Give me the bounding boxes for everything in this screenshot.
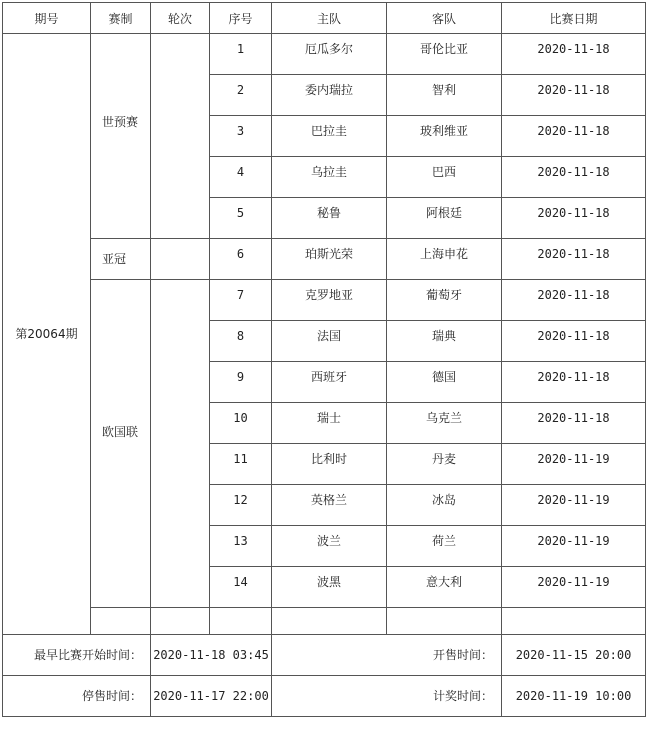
sale-start-value: 2020-11-15 20:00 — [502, 635, 646, 676]
blank-cell — [91, 608, 151, 635]
match-date: 2020-11-18 — [502, 116, 646, 157]
match-date: 2020-11-18 — [502, 34, 646, 75]
away-team: 丹麦 — [387, 444, 502, 485]
match-date: 2020-11-19 — [502, 526, 646, 567]
match-index: 13 — [210, 526, 272, 567]
away-team: 葡萄牙 — [387, 280, 502, 321]
info-row-stop — [3, 676, 646, 717]
match-date: 2020-11-18 — [502, 239, 646, 280]
table-row — [3, 239, 646, 280]
home-team: 法国 — [272, 321, 387, 362]
away-team: 上海申花 — [387, 239, 502, 280]
info-row-start — [3, 635, 646, 676]
round-cell — [151, 34, 210, 239]
match-index: 3 — [210, 116, 272, 157]
blank-cell — [272, 608, 387, 635]
header-home-team: 主队 — [272, 3, 387, 34]
away-team: 瑞典 — [387, 321, 502, 362]
competition-cell-unl: 欧国联 — [91, 280, 151, 608]
sale-stop-value: 2020-11-17 22:00 — [151, 676, 272, 717]
match-index: 4 — [210, 157, 272, 198]
match-date: 2020-11-18 — [502, 198, 646, 239]
match-date: 2020-11-19 — [502, 567, 646, 608]
home-team: 瑞士 — [272, 403, 387, 444]
blank-cell — [210, 608, 272, 635]
home-team: 波兰 — [272, 526, 387, 567]
home-team: 克罗地亚 — [272, 280, 387, 321]
draw-label: 计奖时间： — [272, 676, 502, 717]
match-index: 10 — [210, 403, 272, 444]
home-team: 英格兰 — [272, 485, 387, 526]
home-team: 珀斯光荣 — [272, 239, 387, 280]
earliest-start-label: 最早比赛开始时间： — [3, 635, 151, 676]
home-team: 西班牙 — [272, 362, 387, 403]
away-team: 荷兰 — [387, 526, 502, 567]
home-team: 秘鲁 — [272, 198, 387, 239]
match-date: 2020-11-18 — [502, 403, 646, 444]
away-team: 玻利维亚 — [387, 116, 502, 157]
match-schedule-table — [2, 2, 646, 717]
home-team: 委内瑞拉 — [272, 75, 387, 116]
away-team: 乌克兰 — [387, 403, 502, 444]
competition-cell-acl: 亚冠 — [91, 239, 151, 280]
table-row — [3, 280, 646, 321]
match-index: 1 — [210, 34, 272, 75]
home-team: 厄瓜多尔 — [272, 34, 387, 75]
away-team: 智利 — [387, 75, 502, 116]
header-match-date: 比赛日期 — [502, 3, 646, 34]
away-team: 冰岛 — [387, 485, 502, 526]
sale-start-label: 开售时间： — [272, 635, 502, 676]
home-team: 比利时 — [272, 444, 387, 485]
round-cell — [151, 239, 210, 280]
earliest-start-value: 2020-11-18 03:45 — [151, 635, 272, 676]
match-date: 2020-11-18 — [502, 362, 646, 403]
header-row — [3, 3, 646, 34]
match-date: 2020-11-19 — [502, 485, 646, 526]
header-round: 轮次 — [151, 3, 210, 34]
match-index: 11 — [210, 444, 272, 485]
match-index: 8 — [210, 321, 272, 362]
sale-stop-label: 停售时间： — [3, 676, 151, 717]
blank-cell — [151, 608, 210, 635]
header-competition: 赛制 — [91, 3, 151, 34]
home-team: 巴拉圭 — [272, 116, 387, 157]
home-team: 乌拉圭 — [272, 157, 387, 198]
blank-cell — [387, 608, 502, 635]
away-team: 意大利 — [387, 567, 502, 608]
match-index: 12 — [210, 485, 272, 526]
competition-cell-wcq: 世预赛 — [91, 34, 151, 239]
period-cell: 第20064期 — [3, 34, 91, 635]
away-team: 巴西 — [387, 157, 502, 198]
match-index: 5 — [210, 198, 272, 239]
round-cell — [151, 280, 210, 608]
match-date: 2020-11-18 — [502, 280, 646, 321]
match-date: 2020-11-18 — [502, 321, 646, 362]
blank-row — [3, 608, 646, 635]
match-index: 7 — [210, 280, 272, 321]
away-team: 德国 — [387, 362, 502, 403]
match-date: 2020-11-18 — [502, 157, 646, 198]
match-index: 6 — [210, 239, 272, 280]
match-index: 14 — [210, 567, 272, 608]
match-index: 2 — [210, 75, 272, 116]
header-period: 期号 — [3, 3, 91, 34]
match-index: 9 — [210, 362, 272, 403]
home-team: 波黑 — [272, 567, 387, 608]
blank-cell — [502, 608, 646, 635]
match-date: 2020-11-18 — [502, 75, 646, 116]
away-team: 阿根廷 — [387, 198, 502, 239]
header-index: 序号 — [210, 3, 272, 34]
table-row — [3, 34, 646, 75]
header-away-team: 客队 — [387, 3, 502, 34]
draw-value: 2020-11-19 10:00 — [502, 676, 646, 717]
match-date: 2020-11-19 — [502, 444, 646, 485]
away-team: 哥伦比亚 — [387, 34, 502, 75]
